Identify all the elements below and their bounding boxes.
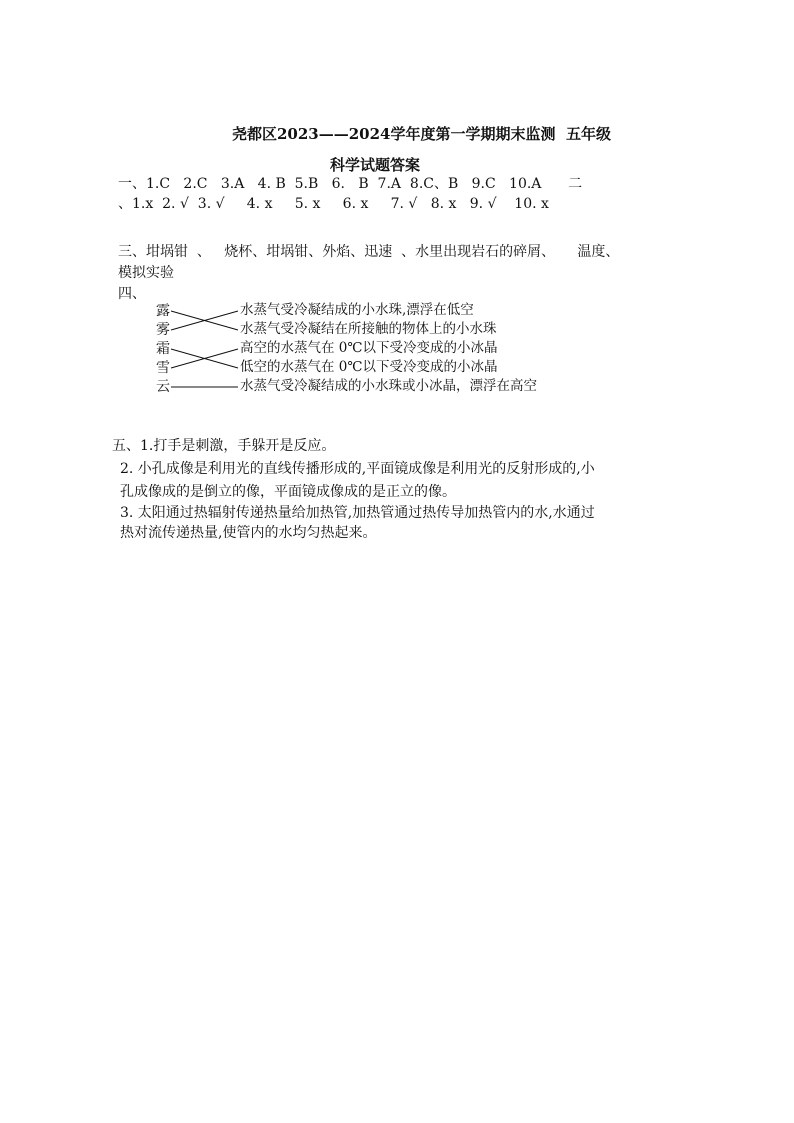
section-5-item-2-line-1: 2. 小孔成像是利用光的直线传播形成的,平面镜成像是利用光的反射形成的,小 [120,461,595,477]
match-term-cloud: 云 [156,379,170,395]
match-desc-2: 水蒸气受冷凝结在所接触的物体上的小水珠 [240,321,497,337]
connector-snow [171,349,238,368]
section-2-line-1: 、1.x 2. √ 3. √ 4. x 5. x 6. x 7. √ 8. x 9. √ 10. x [118,196,549,212]
match-term-fog: 雾 [156,322,170,338]
section-5-item-2-line-2: 孔成像成的是倒立的像，平面镜成像成的是正立的像。 [120,484,456,500]
section-5-item-3-line-1: 3. 太阳通过热辐射传递热量给加热管,加热管通过热传导加热管内的水,水通过 [120,505,595,521]
section-1-line-1: 一、1.C 2.C 3.A 4. B 5.B 6. B 7.A 8.C、B 9.C 10.A 二 [118,176,583,192]
match-desc-3: 高空的水蒸气在 0℃以下受冷变成的小冰晶 [240,340,498,356]
page-title: 尧都区2023——2024学年度第一学期期末监测 五年级 [232,125,611,143]
connector-dew [171,311,238,330]
section-4-heading: 四、 [118,286,146,302]
connector-frost [171,349,238,368]
match-desc-4: 低空的水蒸气在 0℃以下受冷变成的小冰晶 [240,359,498,375]
match-term-frost: 霜 [156,341,170,357]
page-subtitle: 科学试题答案 [330,156,421,174]
match-desc-1: 水蒸气受冷凝结成的小水珠,漂浮在低空 [240,302,474,318]
match-term-snow: 雪 [156,360,170,376]
section-5-item-1: 五、1.打手是刺激，手躲开是反应。 [112,438,336,454]
connector-fog [171,311,238,330]
match-desc-5: 水蒸气受冷凝结成的小水珠或小冰晶，漂浮在高空 [240,378,537,394]
section-5-item-3-line-2: 热对流传递热量,使管内的水均匀热起来。 [120,525,377,541]
section-3-line-2: 模拟实验 [118,265,174,281]
section-3-line-1: 三、坩埚钳 、 烧杯、坩埚钳、外焰、迅速 、水里出现岩石的碎屑、 温度、 [118,244,620,260]
match-term-dew: 露 [156,303,170,319]
